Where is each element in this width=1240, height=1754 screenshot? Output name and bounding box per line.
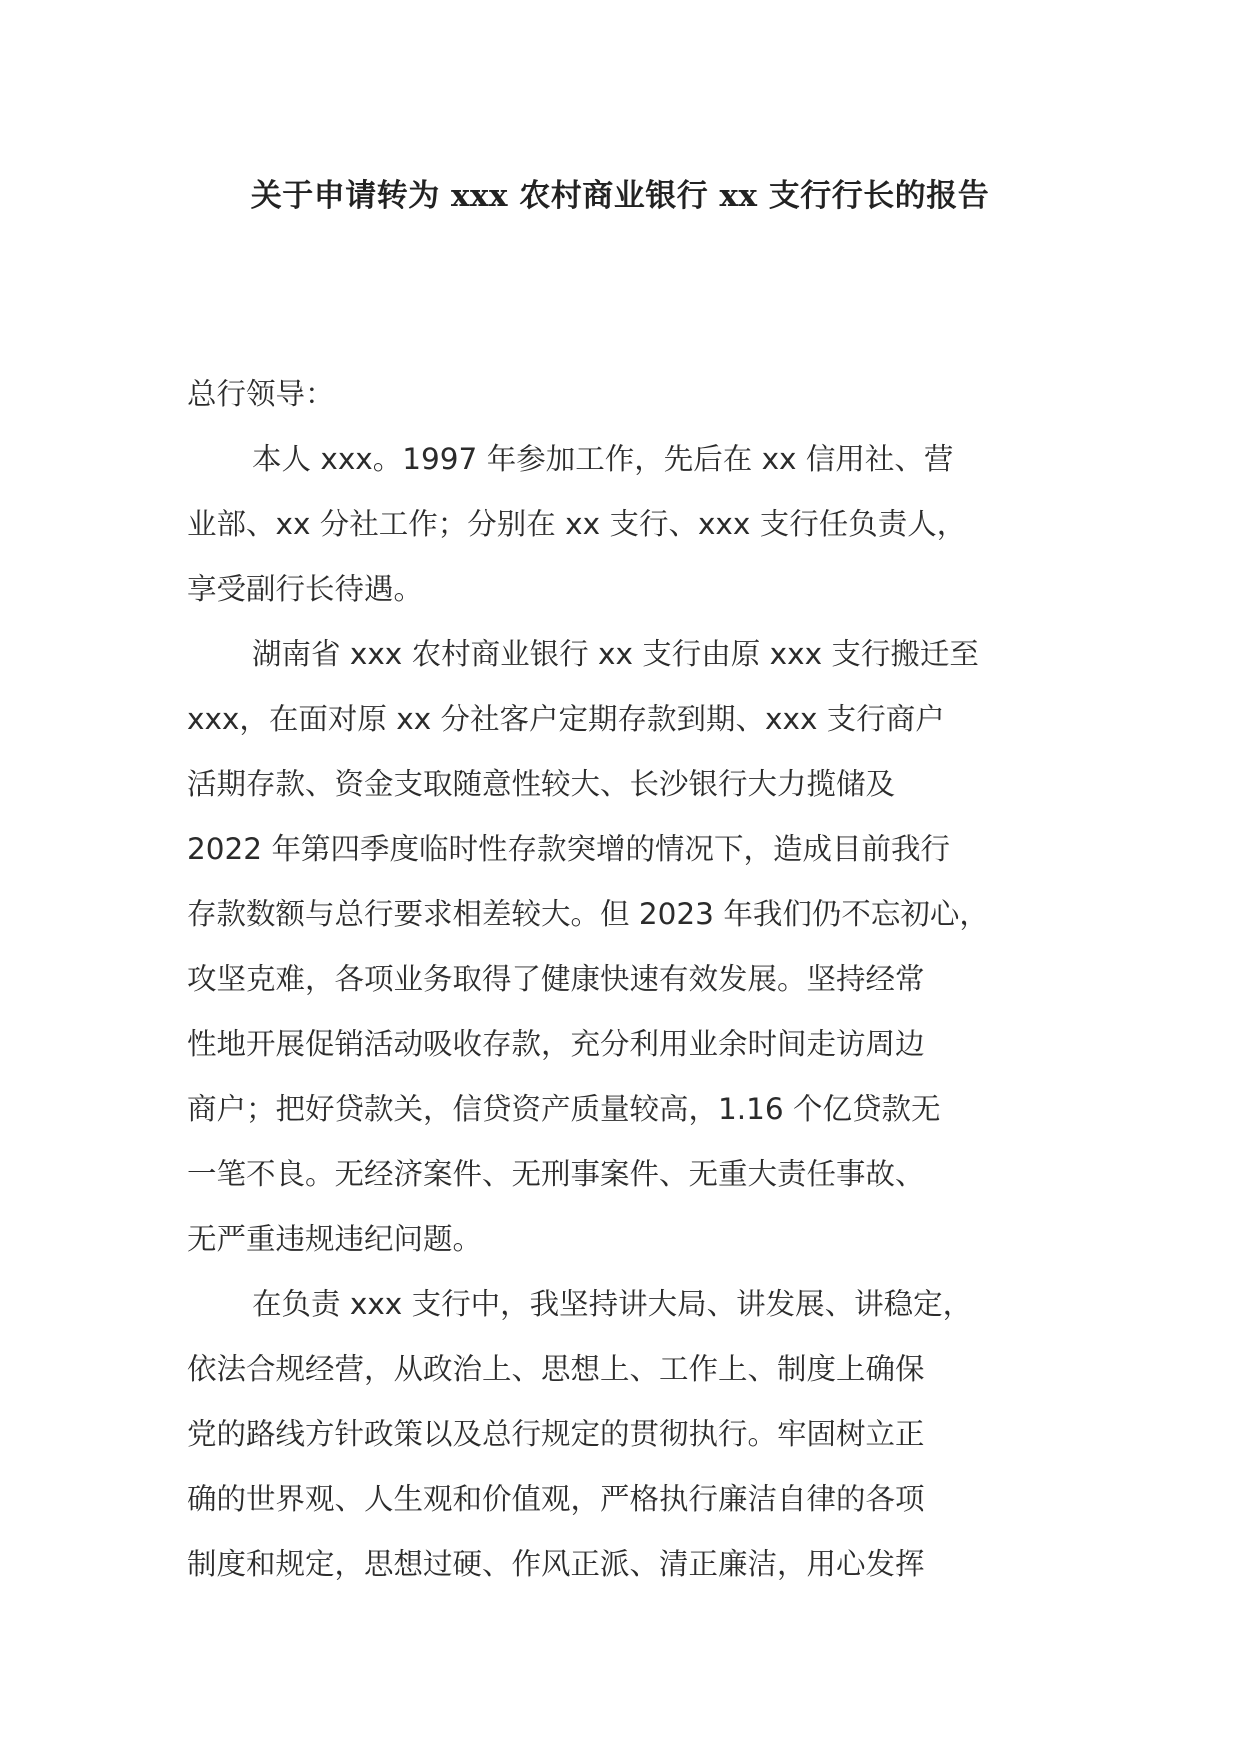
body-line: 依法合规经营，从政治上、思想上、工作上、制度上确保: [187, 1352, 925, 1386]
body-line: 无严重违规违纪问题。: [187, 1222, 483, 1256]
body-line: 性地开展促销活动吸收存款，充分利用业余时间走访周边: [187, 1027, 925, 1061]
body-line: 活期存款、资金支取随意性较大、长沙银行大力揽储及: [187, 767, 896, 801]
body-line: 商户；把好贷款关，信贷资产质量较高，1.16 个亿贷款无: [187, 1092, 941, 1126]
body-line: 业部、xx 分社工作；分别在 xx 支行、xxx 支行任负责人，: [187, 507, 967, 541]
body-line: 一笔不良。无经济案件、无刑事案件、无重大责任事故、: [187, 1157, 925, 1191]
salutation: 总行领导：: [187, 377, 335, 411]
document-title: 关于申请转为 xxx 农村商业银行 xx 支行行长的报告: [250, 178, 990, 214]
body-line: 享受副行长待遇。: [187, 572, 424, 606]
body-line: 党的路线方针政策以及总行规定的贯彻执行。牢固树立正: [187, 1417, 925, 1451]
body-line: 在负责 xxx 支行中，我坚持讲大局、讲发展、讲稳定，: [252, 1287, 973, 1321]
body-line: xxx，在面对原 xx 分社客户定期存款到期、xxx 支行商户: [187, 702, 945, 736]
body-line: 本人 xxx。1997 年参加工作，先后在 xx 信用社、营: [252, 442, 954, 476]
body-line: 确的世界观、人生观和价值观，严格执行廉洁自律的各项: [187, 1482, 925, 1516]
body-line: 存款数额与总行要求相差较大。但 2023 年我们仍不忘初心，: [187, 897, 989, 931]
document-body: [187, 362, 1087, 1597]
body-line: 攻坚克难，各项业务取得了健康快速有效发展。坚持经常: [187, 962, 925, 996]
body-line: 湖南省 xxx 农村商业银行 xx 支行由原 xxx 支行搬迁至: [252, 637, 979, 671]
body-line: 制度和规定，思想过硬、作风正派、清正廉洁，用心发挥: [187, 1547, 925, 1581]
body-line: 2022 年第四季度临时性存款突增的情况下，造成目前我行: [187, 832, 950, 866]
